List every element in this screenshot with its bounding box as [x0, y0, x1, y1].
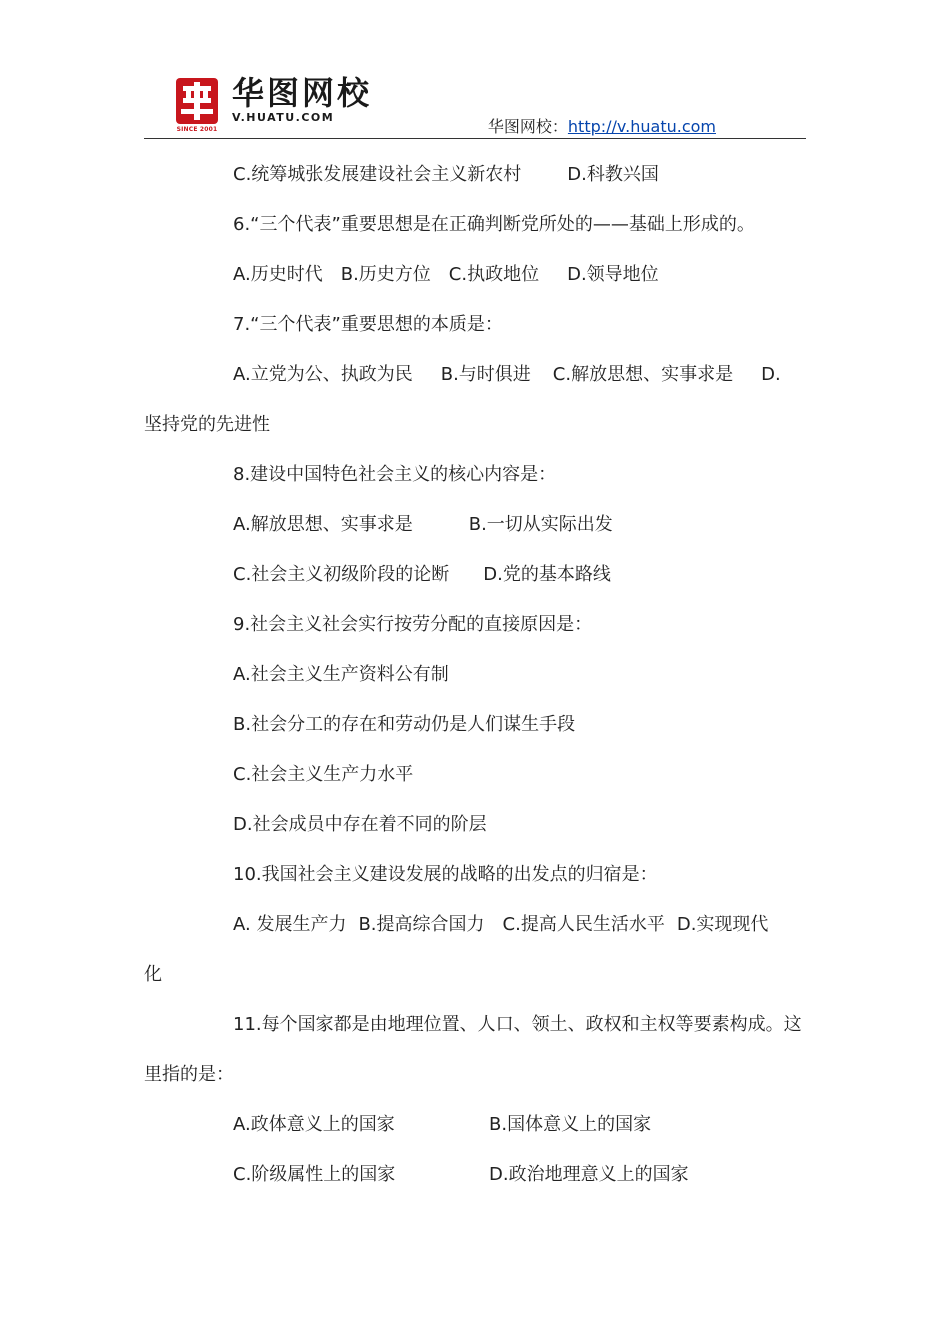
logo-title: 华图网校 — [232, 74, 373, 112]
option-d: D. — [761, 364, 781, 385]
question-10-options — [233, 912, 768, 938]
question-8: 8.建设中国特色社会主义的核心内容是： — [233, 464, 557, 485]
option-d: D.领导地位 — [567, 264, 659, 285]
option-c: C.解放思想、实事求是 — [552, 364, 734, 385]
question-9: 9.社会主义社会实行按劳分配的直接原因是： — [233, 614, 593, 635]
question-7-options — [233, 362, 781, 388]
question-9-option-d: D.社会成员中存在着不同的阶层 — [233, 814, 487, 835]
logo-domain: V.HUATU.COM — [232, 111, 335, 124]
option-b: B.提高综合国力 — [358, 914, 485, 935]
option-b: B.与时俱进 — [440, 364, 531, 385]
question-7: 7.“三个代表”重要思想的本质是： — [233, 314, 503, 335]
question-9-option-b: B.社会分工的存在和劳动仍是人们谋生手段 — [233, 714, 576, 735]
question-6: 6.“三个代表”重要思想是在正确判断党所处的——基础上形成的。 — [233, 214, 755, 235]
question-8-options-cd — [233, 562, 611, 588]
question-9-option-c: C.社会主义生产力水平 — [233, 764, 414, 785]
huatu-logo — [174, 74, 373, 133]
option-a: A. 发展生产力 — [233, 914, 347, 935]
site-link[interactable]: http://v.huatu.com — [567, 117, 716, 136]
option-c: C.统筹城张发展建设社会主义新农村 — [233, 164, 522, 185]
question-9-option-a: A.社会主义生产资料公有制 — [233, 664, 449, 685]
site-info — [488, 114, 716, 137]
option-d: D.科教兴国 — [567, 164, 659, 185]
option-a: A.历史时代 — [233, 264, 323, 285]
option-c: C.执政地位 — [448, 264, 540, 285]
question-7-option-d-continued: 坚持党的先进性 — [144, 414, 270, 435]
question-11-options-cd — [233, 1162, 689, 1188]
question-11-options-ab — [233, 1112, 651, 1138]
option-a: A.解放思想、实事求是 — [233, 514, 413, 535]
question-10: 10.我国社会主义建设发展的战略的出发点的归宿是： — [233, 864, 658, 885]
option-b: B.历史方位 — [340, 264, 431, 285]
site-label: 华图网校： — [487, 117, 568, 136]
question-11: 11.每个国家都是由地理位置、人口、领土、政权和主权等要素构成。这 — [233, 1014, 802, 1035]
question-8-options-ab — [233, 512, 613, 538]
option-a: A.立党为公、执政为民 — [233, 364, 413, 385]
question-6-options — [233, 262, 659, 288]
page-header — [144, 68, 806, 139]
question-10-option-d-continued: 化 — [144, 964, 162, 985]
option-d: D.实现现代 — [676, 914, 769, 935]
option-c: C.社会主义初级阶段的论断 — [233, 564, 450, 585]
option-b: B.一切从实际出发 — [468, 514, 613, 535]
option-d: D.政治地理意义上的国家 — [489, 1164, 689, 1185]
question-11-continued: 里指的是： — [144, 1064, 234, 1085]
option-d: D.党的基本路线 — [483, 564, 611, 585]
option-c: C.阶级属性上的国家 — [233, 1164, 396, 1185]
huatu-badge-icon — [174, 76, 220, 133]
logo-since: SINCE 2001 — [176, 126, 218, 133]
option-c: C.提高人民生活水平 — [502, 914, 665, 935]
question-5-options-cd — [233, 162, 659, 188]
option-b: B.国体意义上的国家 — [489, 1114, 652, 1135]
option-a: A.政体意义上的国家 — [233, 1114, 395, 1135]
